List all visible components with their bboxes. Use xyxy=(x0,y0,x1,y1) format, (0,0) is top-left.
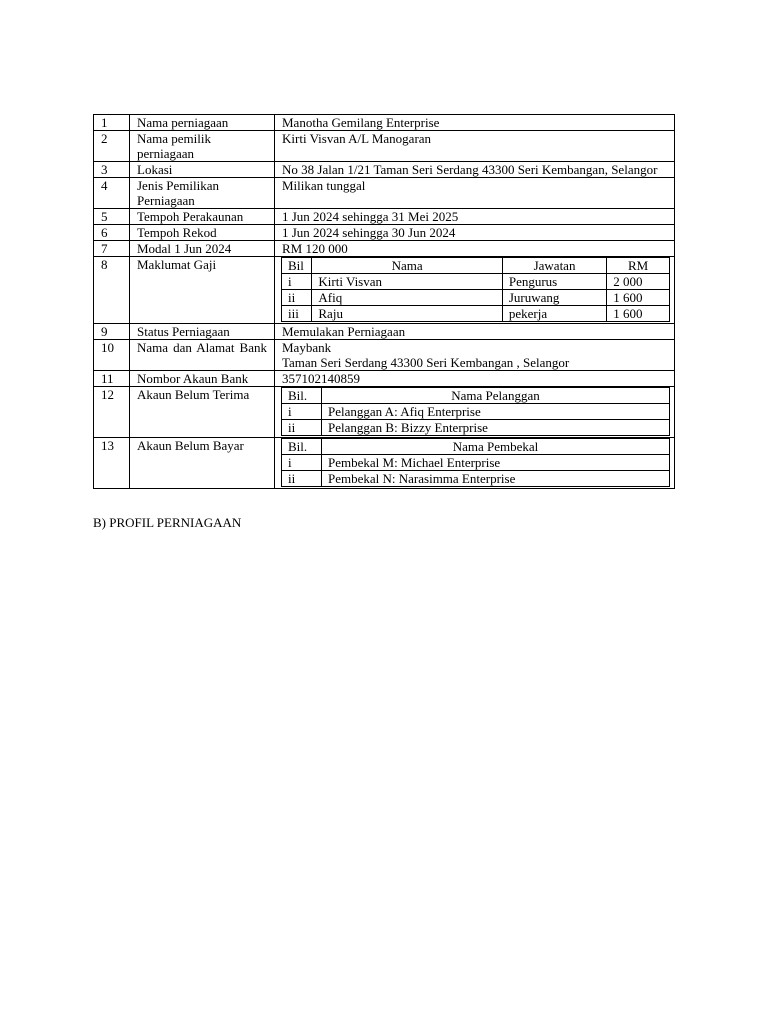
row-value: Milikan tunggal xyxy=(275,178,675,209)
payable-cell xyxy=(275,438,675,489)
row-number: 7 xyxy=(94,241,130,257)
table-row xyxy=(94,324,675,340)
row-number: 10 xyxy=(94,340,130,371)
payable-header-bil: Bil. xyxy=(282,439,322,455)
receivable-header-row xyxy=(282,388,670,404)
salary-table xyxy=(281,257,670,322)
salary-row xyxy=(282,306,670,322)
bank-address: Taman Seri Serdang 43300 Seri Kembangan , Selangor xyxy=(282,355,570,370)
row-value: RM 120 000 xyxy=(275,241,675,257)
row-number: 11 xyxy=(94,371,130,387)
salary-cell xyxy=(275,257,675,324)
table-row xyxy=(94,241,675,257)
salary-bil: ii xyxy=(282,290,312,306)
salary-jawatan: Juruwang xyxy=(502,290,606,306)
salary-nama: Afiq xyxy=(312,290,502,306)
salary-bil: i xyxy=(282,274,312,290)
salary-jawatan: pekerja xyxy=(502,306,606,322)
salary-nama: Raju xyxy=(312,306,502,322)
row-label: Nama dan Alamat Bank xyxy=(130,340,275,371)
salary-header-jawatan: Jawatan xyxy=(502,258,606,274)
bank-cell xyxy=(275,340,675,371)
row-value: Kirti Visvan A/L Manogaran xyxy=(275,131,675,162)
table-row-salary xyxy=(94,257,675,324)
payable-table xyxy=(281,438,670,487)
salary-bil: iii xyxy=(282,306,312,322)
row-label: Lokasi xyxy=(130,162,275,178)
row-number: 5 xyxy=(94,209,130,225)
row-number: 13 xyxy=(94,438,130,489)
row-number: 9 xyxy=(94,324,130,340)
salary-rm: 1 600 xyxy=(607,306,670,322)
payable-header-nama: Nama Pembekal xyxy=(322,439,670,455)
row-label: Status Perniagaan xyxy=(130,324,275,340)
receivable-bil: ii xyxy=(282,420,322,436)
receivable-row xyxy=(282,404,670,420)
receivable-bil: i xyxy=(282,404,322,420)
row-label: Tempoh Perakaunan xyxy=(130,209,275,225)
salary-nama: Kirti Visvan xyxy=(312,274,502,290)
row-value: Memulakan Perniagaan xyxy=(275,324,675,340)
row-value: No 38 Jalan 1/21 Taman Seri Serdang 43300 Seri Kembangan, Selangor xyxy=(275,162,675,178)
row-number: 2 xyxy=(94,131,130,162)
row-label: Akaun Belum Terima xyxy=(130,387,275,438)
salary-header-row xyxy=(282,258,670,274)
row-value: 357102140859 xyxy=(275,371,675,387)
row-label: Nama perniagaan xyxy=(130,115,275,131)
row-label: Nombor Akaun Bank xyxy=(130,371,275,387)
row-value: Manotha Gemilang Enterprise xyxy=(275,115,675,131)
table-row xyxy=(94,178,675,209)
payable-row xyxy=(282,455,670,471)
row-number: 3 xyxy=(94,162,130,178)
receivable-nama: Pelanggan B: Bizzy Enterprise xyxy=(322,420,670,436)
receivable-header-nama: Nama Pelanggan xyxy=(322,388,670,404)
payable-nama: Pembekal N: Narasimma Enterprise xyxy=(322,471,670,487)
row-label: Nama pemilik perniagaan xyxy=(130,131,275,162)
payable-bil: ii xyxy=(282,471,322,487)
row-value: 1 Jun 2024 sehingga 31 Mei 2025 xyxy=(275,209,675,225)
row-label: Akaun Belum Bayar xyxy=(130,438,275,489)
section-caption: B) PROFIL PERNIAGAAN xyxy=(93,515,242,530)
business-profile-table xyxy=(93,114,675,489)
table-row xyxy=(94,162,675,178)
row-value: 1 Jun 2024 sehingga 30 Jun 2024 xyxy=(275,225,675,241)
row-number: 4 xyxy=(94,178,130,209)
row-label: Jenis Pemilikan Perniagaan xyxy=(130,178,275,209)
payable-header-row xyxy=(282,439,670,455)
receivable-nama: Pelanggan A: Afiq Enterprise xyxy=(322,404,670,420)
salary-header-bil: Bil xyxy=(282,258,312,274)
table-row-payable xyxy=(94,438,675,489)
receivable-cell xyxy=(275,387,675,438)
row-label: Tempoh Rekod xyxy=(130,225,275,241)
row-label: Maklumat Gaji xyxy=(130,257,275,324)
table-row xyxy=(94,371,675,387)
payable-nama: Pembekal M: Michael Enterprise xyxy=(322,455,670,471)
salary-rm: 2 000 xyxy=(607,274,670,290)
row-label: Modal 1 Jun 2024 xyxy=(130,241,275,257)
table-row-bank xyxy=(94,340,675,371)
bank-name: Maybank xyxy=(282,340,332,355)
receivable-table xyxy=(281,387,670,436)
payable-row xyxy=(282,471,670,487)
salary-rm: 1 600 xyxy=(607,290,670,306)
table-row-receivable xyxy=(94,387,675,438)
payable-bil: i xyxy=(282,455,322,471)
row-number: 6 xyxy=(94,225,130,241)
receivable-row xyxy=(282,420,670,436)
table-row xyxy=(94,225,675,241)
receivable-header-bil: Bil. xyxy=(282,388,322,404)
table-row xyxy=(94,209,675,225)
table-row xyxy=(94,131,675,162)
row-number: 12 xyxy=(94,387,130,438)
salary-jawatan: Pengurus xyxy=(502,274,606,290)
salary-row xyxy=(282,274,670,290)
row-number: 1 xyxy=(94,115,130,131)
row-number: 8 xyxy=(94,257,130,324)
table-row xyxy=(94,115,675,131)
salary-header-rm: RM xyxy=(607,258,670,274)
salary-header-nama: Nama xyxy=(312,258,502,274)
salary-row xyxy=(282,290,670,306)
